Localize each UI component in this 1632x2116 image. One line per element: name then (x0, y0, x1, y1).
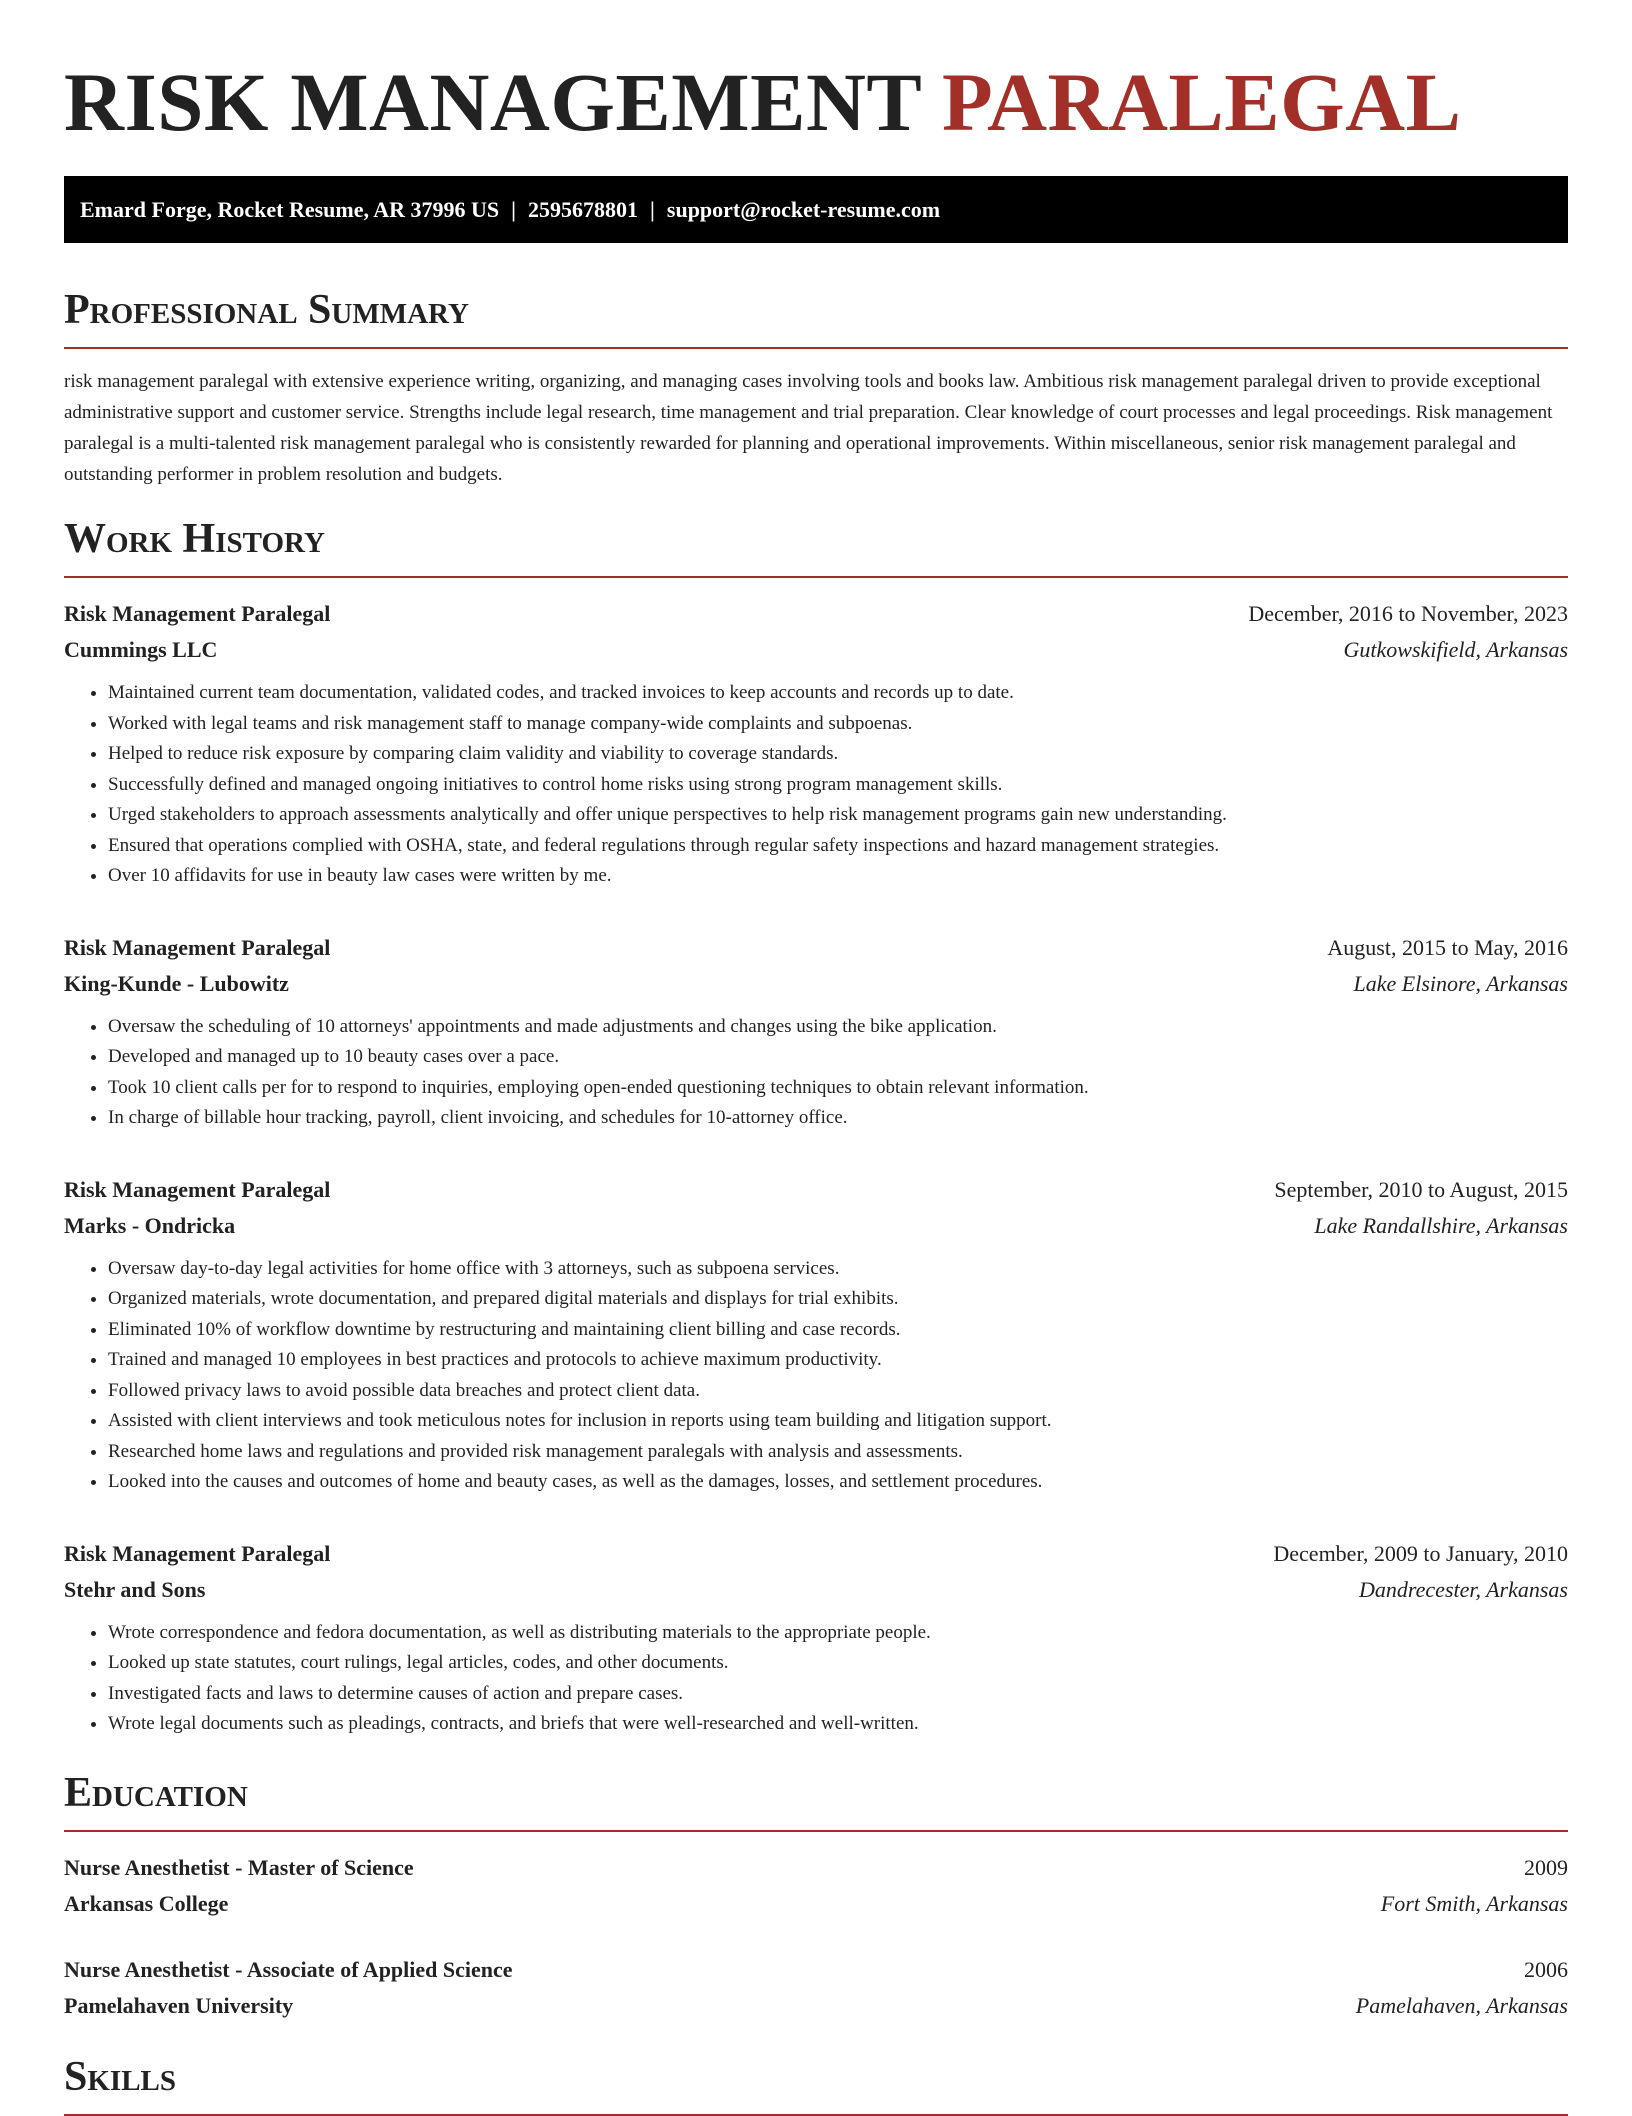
job-bullet: • Eliminated 10% of workflow downtime by restructuring and maintaining client billing and case records. (108, 1315, 1568, 1346)
education-entry (64, 1850, 1568, 1922)
job-bullet: • Worked with legal teams and risk management staff to manage company-wide complaints and subpoenas. (108, 709, 1568, 740)
education-school: Arkansas College (64, 1890, 229, 1916)
education-entry (64, 1952, 1568, 2024)
job-bullet: • Looked up state statutes, court rulings, legal articles, codes, and other documents. (108, 1648, 1568, 1679)
job-bullet: • Organized materials, wrote documentation, and prepared digital materials and displays for trial exhibits. (108, 1284, 1568, 1315)
job-header-row (64, 930, 1568, 966)
job-bullet: • Oversaw the scheduling of 10 attorneys' appointments and made adjustments and changes using the bike application. (108, 1012, 1568, 1043)
job-bullet: • Maintained current team documentation, validated codes, and tracked invoices to keep accounts and records up to date. (108, 678, 1568, 709)
job-bullet: • Researched home laws and regulations and provided risk management paralegals with analysis and assessments. (108, 1437, 1568, 1468)
job-bullet-list (64, 1012, 1568, 1134)
job-dates: December, 2009 to January, 2010 (1273, 1540, 1568, 1566)
section-title-work-history: Work History (64, 514, 1568, 578)
job-bullet: • Investigated facts and laws to determine causes of action and prepare cases. (108, 1679, 1568, 1710)
contact-separator: | (650, 197, 655, 222)
job-bullet: • Followed privacy laws to avoid possible data breaches and protect client data. (108, 1376, 1568, 1407)
job-bullet: • In charge of billable hour tracking, payroll, client invoicing, and schedules for 10-attorney office. (108, 1103, 1568, 1134)
name-part-1: RISK MANAGEMENT (64, 56, 921, 148)
contact-address: Emard Forge, Rocket Resume, AR 37996 US (80, 197, 500, 222)
job-bullet: • Oversaw day-to-day legal activities for home office with 3 attorneys, such as subpoena services. (108, 1254, 1568, 1285)
summary-text: risk management paralegal with extensive experience writing, organizing, and managing cases involving tools and books law. Ambitious risk management paralegal driven to provide exceptional administrative support and customer service. Strengths include legal research, time management and trial preparation. Clear knowledge of court processes and legal proceedings. Risk management paralegal is a multi-talented risk management paralegal who is consistently rewarded for planning and operational improvements. Within miscellaneous, senior risk management paralegal and outstanding performer in problem resolution and budgets. (64, 371, 1553, 485)
job-bullet: • Urged stakeholders to approach assessments analytically and offer unique perspectives to help risk management programs gain new understanding. (108, 800, 1568, 831)
section-title-skills: Skills (64, 2052, 1568, 2116)
contact-separator: | (511, 197, 517, 222)
education-year: 2006 (1524, 1956, 1568, 1982)
education-degree: Nurse Anesthetist - Master of Science (64, 1854, 414, 1880)
job-bullet: • Assisted with client interviews and took meticulous notes for inclusion in reports using team building and litigation support. (108, 1406, 1568, 1437)
job-company: Cummings LLC (64, 637, 218, 662)
section-title-summary: Professional Summary (64, 285, 1568, 349)
job-header-row (64, 1172, 1568, 1208)
job-position: Risk Management Paralegal (64, 1540, 331, 1566)
education-school-row (64, 1988, 1568, 2024)
resume-name (64, 0, 1568, 152)
job-location: Lake Randallshire, Arkansas (1314, 1212, 1568, 1238)
job-bullet: • Wrote correspondence and fedora documentation, as well as distributing materials to the appropriate people. (108, 1618, 1568, 1649)
job-position: Risk Management Paralegal (64, 601, 331, 626)
contact-phone: 2595678801 (528, 197, 639, 222)
education-header-row (64, 1850, 1568, 1886)
job-location: Gutkowskifield, Arkansas (1343, 637, 1568, 662)
job-entry (64, 1172, 1568, 1498)
contact-email: support@rocket-resume.com (666, 197, 941, 222)
job-company-row (64, 632, 1568, 668)
education-degree: Nurse Anesthetist - Associate of Applied Science (64, 1956, 513, 1982)
job-entry (64, 596, 1568, 892)
name-part-2: PARALEGAL (942, 56, 1462, 148)
job-company-row (64, 1208, 1568, 1244)
job-header-row (64, 1536, 1568, 1572)
job-bullet: • Successfully defined and managed ongoing initiatives to control home risks using strong program management skills. (108, 770, 1568, 801)
job-bullet: • Trained and managed 10 employees in best practices and protocols to achieve maximum productivity. (108, 1345, 1568, 1376)
job-bullet: • Helped to reduce risk exposure by comparing claim validity and viability to coverage standards. (108, 739, 1568, 770)
contact-bar (64, 176, 1568, 243)
job-location: Lake Elsinore, Arkansas (1353, 970, 1568, 996)
job-dates: August, 2015 to May, 2016 (1327, 934, 1568, 960)
education-school: Pamelahaven University (64, 1992, 294, 2018)
job-bullet: • Wrote legal documents such as pleadings, contracts, and briefs that were well-researched and well-written. (108, 1709, 1568, 1740)
job-bullet: • Ensured that operations complied with OSHA, state, and federal regulations through regular safety inspections and hazard management strategies. (108, 831, 1568, 862)
job-bullet-list (64, 1618, 1568, 1740)
job-bullet: • Developed and managed up to 10 beauty cases over a pace. (108, 1042, 1568, 1073)
section-title-education: Education (64, 1768, 1568, 1832)
job-header-row (64, 596, 1568, 632)
job-position: Risk Management Paralegal (64, 1176, 331, 1202)
education-school-row (64, 1886, 1568, 1922)
job-bullet: • Took 10 client calls per for to respond to inquiries, employing open-ended questioning techniques to obtain relevant information. (108, 1073, 1568, 1104)
education-header-row (64, 1952, 1568, 1988)
skills-section (64, 2052, 1568, 2116)
job-company-row (64, 966, 1568, 1002)
job-entry (64, 1536, 1568, 1740)
job-dates: September, 2010 to August, 2015 (1274, 1176, 1568, 1202)
professional-summary-section (64, 285, 1568, 490)
resume-page (64, 0, 1568, 2116)
education-section (64, 1768, 1568, 2024)
job-company: Marks - Ondricka (64, 1212, 236, 1238)
job-entry (64, 930, 1568, 1134)
job-bullet-list (64, 1254, 1568, 1498)
education-year: 2009 (1524, 1854, 1568, 1880)
education-location: Fort Smith, Arkansas (1380, 1890, 1568, 1916)
work-history-section (64, 514, 1568, 1740)
education-location: Pamelahaven, Arkansas (1355, 1992, 1568, 2018)
job-dates: December, 2016 to November, 2023 (1248, 601, 1568, 626)
job-location: Dandrecester, Arkansas (1359, 1576, 1568, 1602)
job-bullet: • Over 10 affidavits for use in beauty law cases were written by me. (108, 861, 1568, 892)
job-bullet-list (64, 678, 1568, 892)
job-company: Stehr and Sons (64, 1576, 206, 1602)
job-company: King-Kunde - Lubowitz (64, 970, 289, 996)
job-position: Risk Management Paralegal (64, 934, 331, 960)
job-company-row (64, 1572, 1568, 1608)
job-bullet: • Looked into the causes and outcomes of home and beauty cases, as well as the damages, losses, and settlement procedures. (108, 1467, 1568, 1498)
